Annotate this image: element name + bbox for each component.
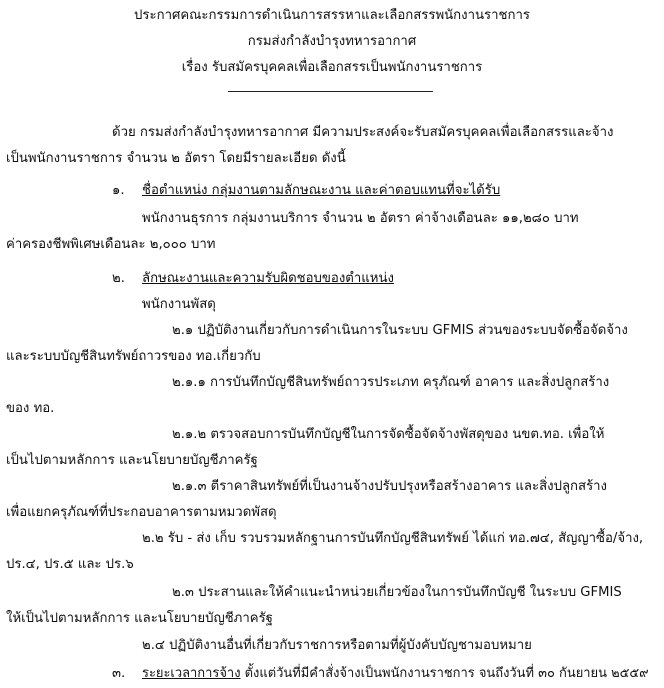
- item-2-1-2-line-1: ๒.๑.๒ ตรวจสอบการบันทึกบัญชีในการจัดซื้อจัดจ้างพัสดุของ นขต.ทอ. เพื่อให้: [172, 427, 605, 442]
- item-2-3-line-2: ให้เป็นไปตามหลักการ และนโยบายบัญชีภาครัฐ: [6, 611, 273, 626]
- section-3-title: ระยะเวลาการจ้าง: [142, 666, 241, 681]
- item-2-1-line-2: และระบบบัญชีสินทรัพย์ถาวรของ ทอ.เกี่ยวกับ: [6, 349, 261, 364]
- section-3-content: [142, 664, 649, 684]
- section-3-text: ตั้งแต่วันที่มีคำสั่งจ้างเป็นพนักงานราชการ จนถึงวันที่ ๓๐ กันยายน ๒๕๕๙: [244, 666, 649, 681]
- section-1-number: ๑.: [112, 183, 125, 198]
- section-2-title: ลักษณะงานและความรับผิดชอบของตำแหน่ง: [142, 271, 394, 286]
- section-1-line-2: ค่าครองชีพพิเศษเดือนละ ๒,๐๐๐ บาท: [6, 237, 216, 252]
- section-2-number: ๒.: [112, 271, 125, 286]
- section-2-position: พนักงานพัสดุ: [142, 297, 216, 312]
- section-1-title: ชื่อตำแหน่ง กลุ่มงานตามลักษณะงาน และค่าตอบแทนที่จะได้รับ: [142, 183, 501, 198]
- section-3-number: ๓.: [112, 666, 126, 681]
- item-2-3-line-1: ๒.๓ ประสานและให้คำแนะนำหน่วยเกี่ยวข้องในการบันทึกบัญชี ในระบบ GFMIS: [172, 585, 622, 600]
- intro-line-1: ด้วย กรมส่งกำลังบำรุงทหารอากาศ มีความประสงค์จะรับสมัครบุคคลเพื่อเลือกสรรและจ้าง: [112, 125, 614, 140]
- item-2-1-1-line-2: ของ ทอ.: [6, 401, 55, 416]
- header-line-2: กรมส่งกำลังบำรุงทหารอากาศ: [247, 34, 417, 49]
- intro-line-2: เป็นพนักงานราชการ จำนวน ๒ อัตรา โดยมีรายละเอียด ดังนี้: [6, 151, 346, 166]
- item-2-2-line-1: ๒.๒ รับ - ส่ง เก็บ รวบรวมหลักฐานการบันทึกบัญชีสินทรัพย์ ได้แก่ ทอ.๗๔, สัญญาซื้อ/จ้าง,: [142, 531, 644, 546]
- item-2-1-2-line-2: เป็นไปตามหลักการ และนโยบายบัญชีภาครัฐ: [6, 453, 258, 468]
- item-2-1-line-1: ๒.๑ ปฏิบัติงานเกี่ยวกับการดำเนินการในระบบ GFMIS ส่วนของระบบจัดซื้อจัดจ้าง: [172, 323, 628, 338]
- item-2-1-3-line-1: ๒.๑.๓ ตีราคาสินทรัพย์ที่เป็นงานจ้างปรับปรุงหรือสร้างอาคาร และสิ่งปลูกสร้าง: [172, 479, 607, 494]
- item-2-2-line-2: ปร.๔, ปร.๕ และ ปร.๖: [6, 557, 134, 572]
- item-2-4: ๒.๔ ปฏิบัติงานอื่นที่เกี่ยวกับราชการหรือตามที่ผู้บังคับบัญชามอบหมาย: [142, 638, 532, 653]
- header-line-1: ประกาศคณะกรรมการดำเนินการสรรหาและเลือกสรรพนักงานราชการ: [134, 8, 530, 23]
- item-2-1-3-line-2: เพื่อแยกครุภัณฑ์ที่ประกอบอาคารตามหมวดพัสดุ: [6, 505, 277, 520]
- header-subject: เรื่อง รับสมัครบุคคลเพื่อเลือกสรรเป็นพนักงานราชการ: [181, 60, 483, 75]
- section-1-line-1: พนักงานธุรการ กลุ่มงานบริการ จำนวน ๒ อัตรา ค่าจ้างเดือนละ ๑๑,๒๘๐ บาท: [142, 211, 579, 226]
- header-divider: [228, 91, 433, 92]
- item-2-1-1-line-1: ๒.๑.๑ การบันทึกบัญชีสินทรัพย์ถาวรประเภท ครุภัณฑ์ อาคาร และสิ่งปลูกสร้าง: [172, 375, 610, 390]
